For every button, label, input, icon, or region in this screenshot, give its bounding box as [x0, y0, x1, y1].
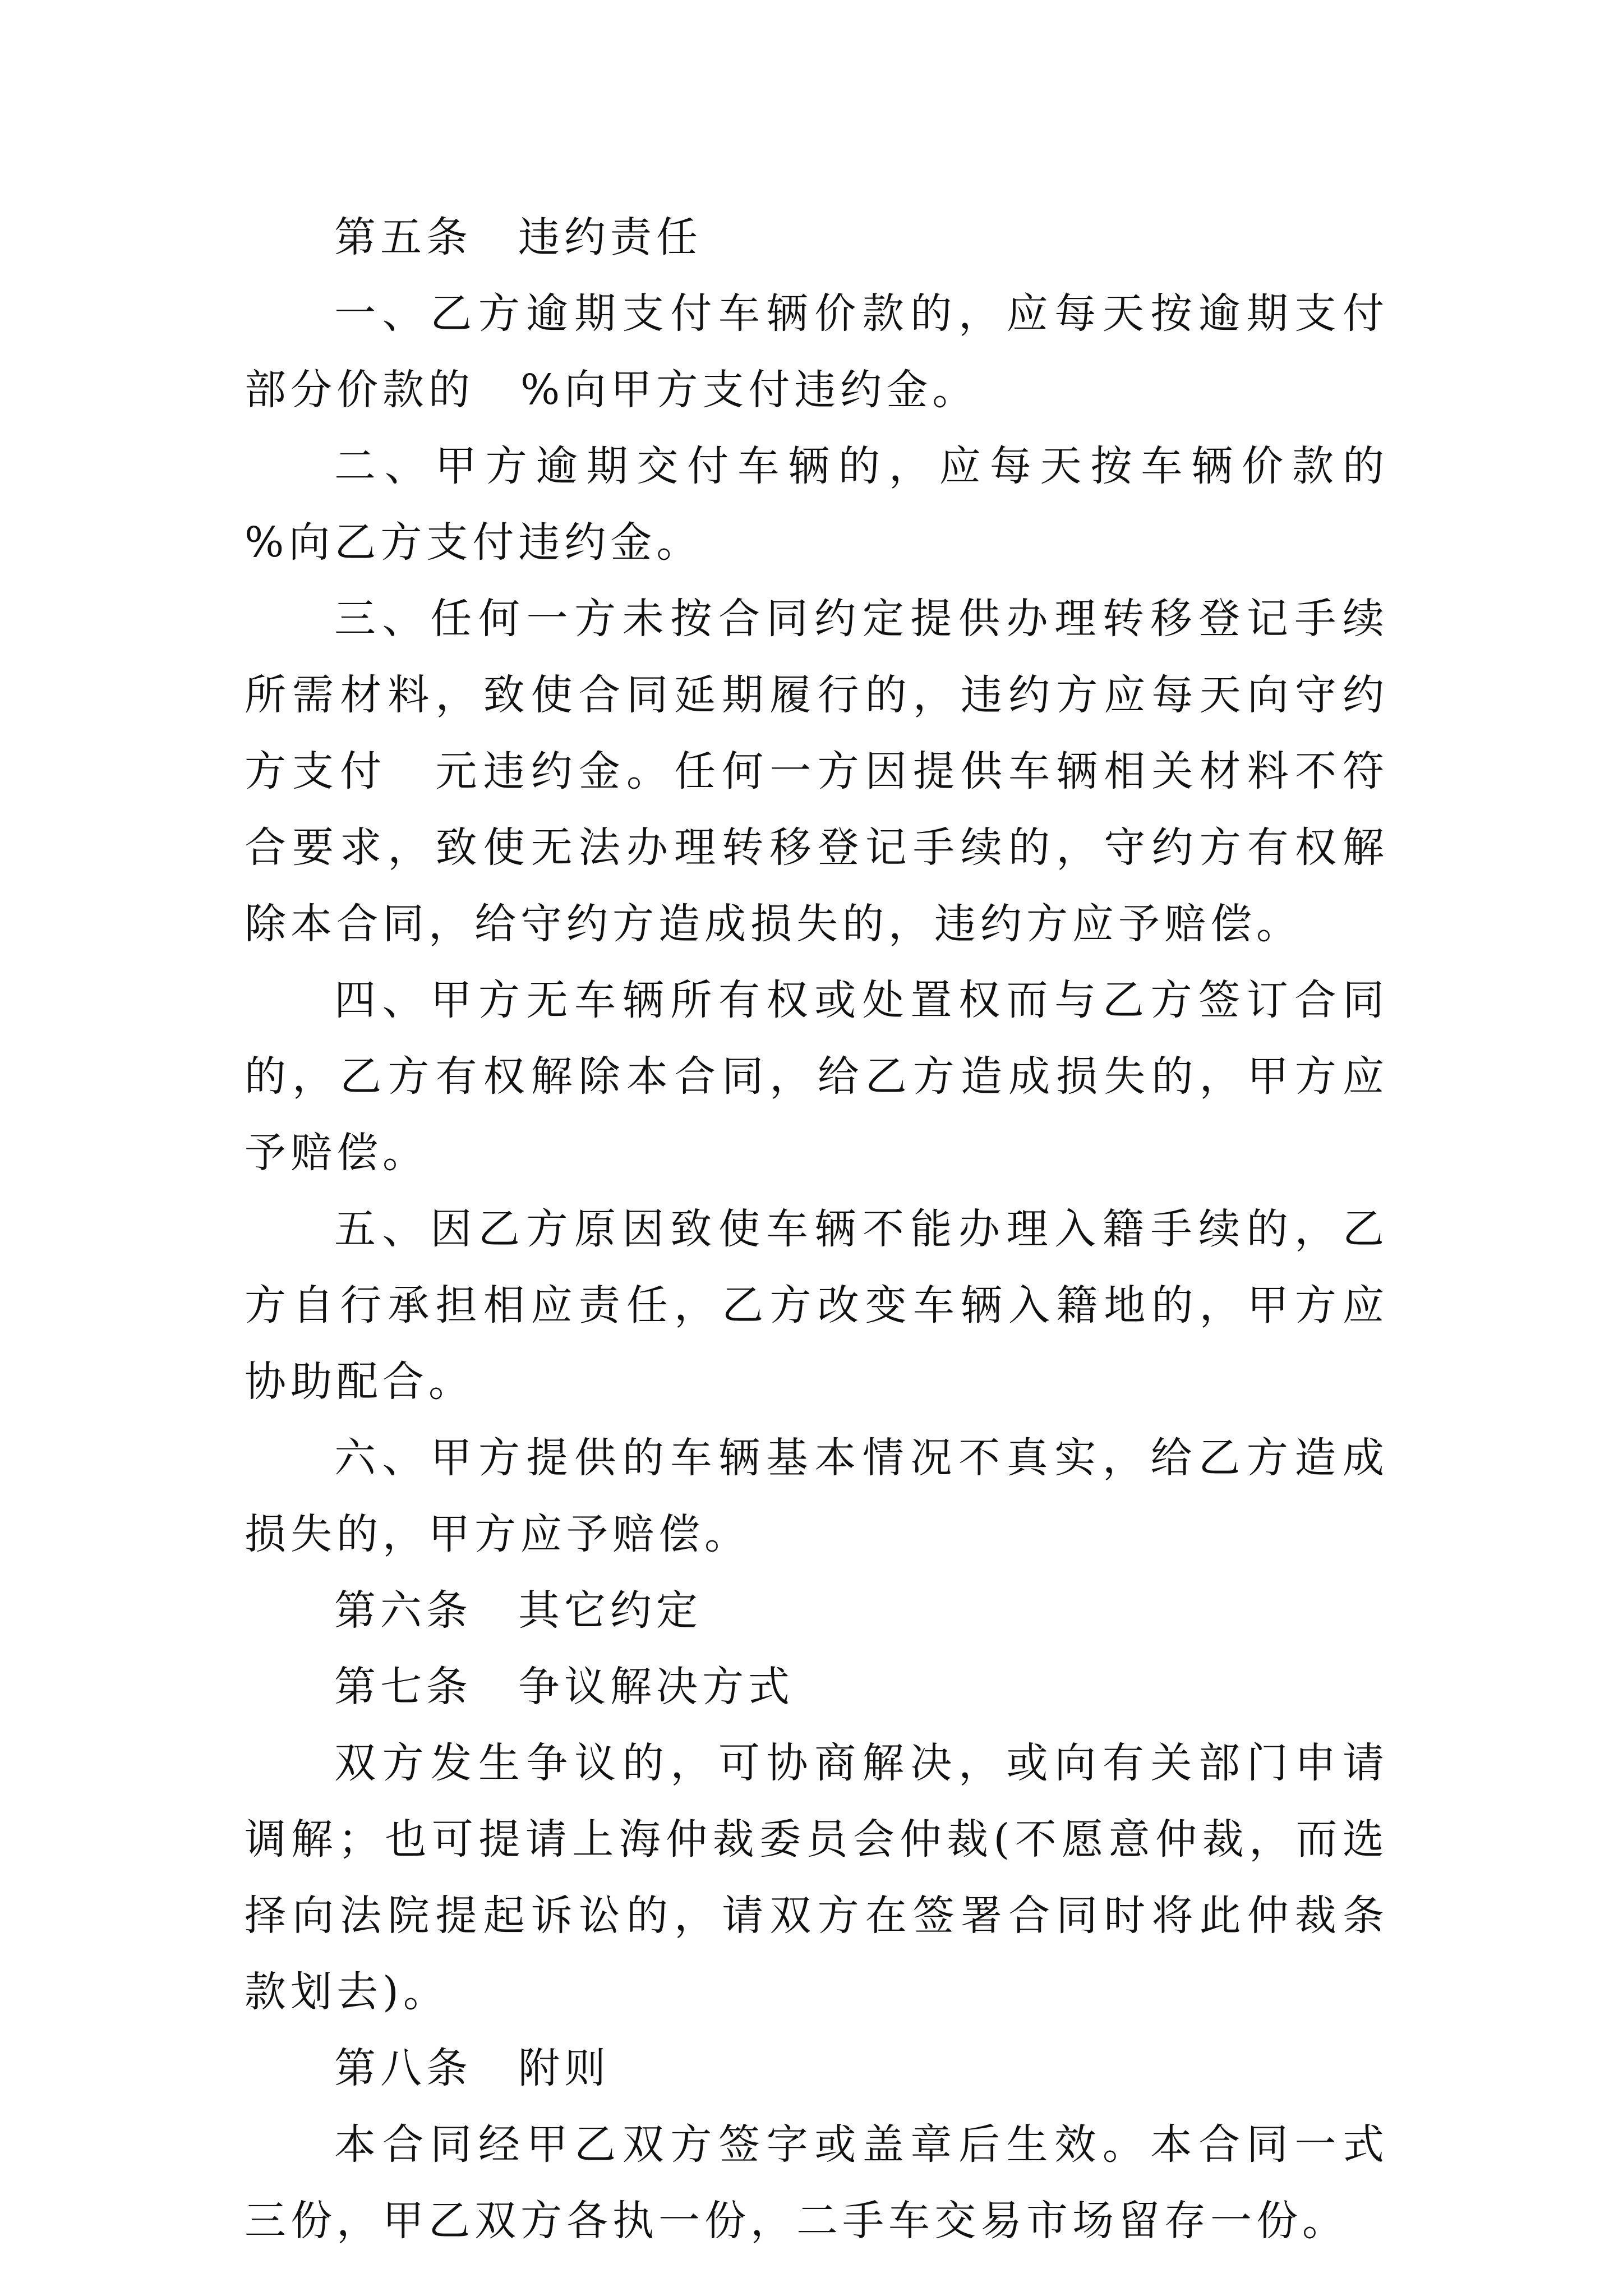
section-heading-article-6: 第六条 其它约定 [334, 1586, 702, 1635]
paragraph-clause-1: 一、乙方逾期支付车辆价款的，应每天按逾期支付部分价款的 %向甲方支付违约金。 [245, 289, 1389, 414]
paragraph-clause-3: 三、任何一方未按合同约定提供办理转移登记手续所需材料，致使合同延期履行的，违约方应每天向守约方支付 元违约金。任何一方因提供车辆相关材料不符合要求，致使无法办理转移登记手续的，守约方有权解除本合同，给守约方造成损失的，违约方应予赔偿。 [245, 595, 1389, 948]
paragraph-clause-4: 四、甲方无车辆所有权或处置权而与乙方签订合同的，乙方有权解除本合同，给乙方造成损失的，甲方应予赔偿。 [245, 976, 1389, 1177]
paragraph-supplementary: 本合同经甲乙双方签字或盖章后生效。本合同一式三份，甲乙双方各执一份，二手车交易市场留存一份。 [245, 2120, 1389, 2245]
section-heading-article-5: 第五条 违约责任 [334, 213, 702, 261]
paragraph-clause-6: 六、甲方提供的车辆基本情况不真实，给乙方造成损失的，甲方应予赔偿。 [245, 1434, 1389, 1558]
paragraph-clause-5: 五、因乙方原因致使车辆不能办理入籍手续的，乙方自行承担相应责任，乙方改变车辆入籍地的，甲方应协助配合。 [245, 1205, 1389, 1406]
paragraph-dispute-resolution: 双方发生争议的，可协商解决，或向有关部门申请调解；也可提请上海仲裁委员会仲裁(不愿意仲裁，而选择向法院提起诉讼的，请双方在签署合同时将此仲裁条款划去)。 [245, 1739, 1389, 2016]
paragraph-clause-2: 二、甲方逾期交付车辆的，应每天按车辆价款的 %向乙方支付违约金。 [245, 442, 1435, 567]
section-heading-article-8: 第八条 附则 [334, 2044, 610, 2092]
section-heading-article-7: 第七条 争议解决方式 [334, 1663, 794, 1711]
document-body [245, 199, 1435, 2259]
